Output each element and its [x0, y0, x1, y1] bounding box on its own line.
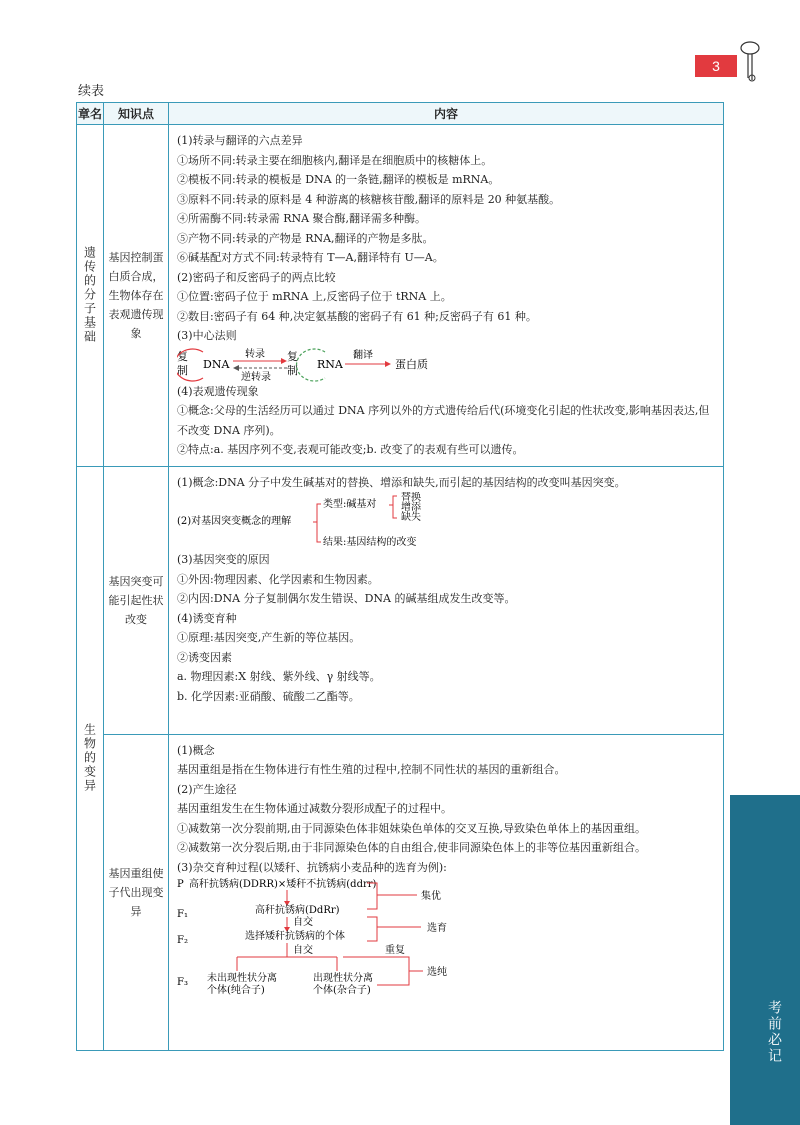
- content-line: ③原料不同:转录的原料是 4 种游离的核糖核苷酸,翻译的原料是 20 种氨基酸。: [177, 192, 561, 206]
- arrow-head: [233, 365, 239, 371]
- bracket: [367, 917, 377, 941]
- mutation-concept-diagram: [177, 492, 477, 550]
- content-line: (4)表观遗传现象: [177, 384, 259, 398]
- side-tab: [730, 795, 800, 1125]
- chapter-cell: [77, 466, 104, 1050]
- table-row: [77, 125, 724, 467]
- protein-node: 蛋白质: [395, 357, 428, 371]
- content-line: 基因重组是指在生物体进行有性生殖的过程中,控制不同性状的基因的重新组合。: [177, 763, 566, 776]
- rna-node: RNA: [317, 357, 343, 371]
- table-header: [77, 103, 724, 125]
- reverse-label: 逆转录: [241, 371, 271, 382]
- dna-node: DNA: [203, 357, 230, 371]
- replication-label: 复: [287, 349, 298, 363]
- purify-label: 选纯: [427, 967, 447, 978]
- header-chapter: 章名: [77, 103, 104, 125]
- content-line: a. 物理因素:X 射线、紫外线、γ 射线等。: [177, 670, 381, 683]
- transcription-label: 转录: [245, 348, 265, 360]
- content-line: (3)中心法则: [177, 329, 237, 342]
- segregating-2: 个体(杂合子): [313, 985, 371, 996]
- replication-label: 复: [177, 349, 188, 363]
- arrow-head: [385, 361, 391, 367]
- clip-icon: [738, 38, 768, 88]
- type-deletion: 缺失: [401, 512, 421, 523]
- content-line: ①场所不同:转录主要在细胞核内,翻译是在细胞质中的核糖体上。: [177, 153, 493, 167]
- replication-label: 制: [287, 363, 298, 377]
- central-dogma-diagram: [177, 346, 497, 382]
- content-line: (3)基因突变的原因: [177, 553, 270, 566]
- content-line: (1)概念:DNA 分子中发生碱基对的替换、增添和缺失,而引起的基因结构的改变叫基因突变。: [177, 475, 626, 489]
- pure-line-1: 未出现性状分离: [207, 973, 277, 984]
- content-line: ②减数第一次分裂后期,由于非同源染色体的自由组合,使非同源染色体上的非等位基因重新组合。: [177, 841, 646, 854]
- segregating-1: 出现性状分离: [313, 973, 373, 984]
- knowledge-point: 基因突变可能引起性状改变: [104, 466, 169, 734]
- content-line: b. 化学因素:亚硝酸、硫酸二乙酯等。: [177, 689, 360, 703]
- breeding-diagram: [177, 877, 497, 1005]
- bracket: [393, 496, 397, 518]
- side-tab-label: 考前必记: [766, 1000, 782, 1064]
- table-caption: 续表: [78, 84, 105, 99]
- parents: 高秆抗锈病(DDRR)×矮秆不抗锈病(ddrr): [189, 879, 377, 890]
- content-cell: [169, 734, 724, 1050]
- chapter-cell: [77, 125, 104, 467]
- content-line: ②模板不同:转录的模板是 DNA 的一条链,翻译的模板是 mRNA。: [177, 173, 500, 186]
- mutation-type: 类型:碱基对: [323, 499, 377, 510]
- mutation-result: 结果:基因结构的改变: [323, 537, 417, 548]
- translation-label: 翻译: [353, 349, 373, 361]
- content-line: ④所需酶不同:转录需 RNA 聚合酶,翻译需多种酶。: [177, 212, 427, 225]
- self-cross-1: 自交: [293, 917, 313, 928]
- combine-label: 集优: [421, 891, 441, 902]
- content-line: ①位置:密码子位于 mRNA 上,反密码子位于 tRNA 上。: [177, 290, 452, 303]
- content-line: ①减数第一次分裂前期,由于同源染色体非姐妹染色单体的交叉互换,导致染色单体上的基因重组。: [177, 821, 646, 835]
- select-label: 选育: [427, 923, 447, 934]
- type-addition: 增添: [401, 502, 421, 513]
- content-line: ②特点:a. 基因序列不变,表观可能改变;b. 改变了的表观有些可以遗传。: [177, 443, 524, 456]
- header-knowledge: 知识点: [104, 103, 169, 125]
- review-table: [76, 102, 724, 1051]
- content-line: ②数目:密码子有 64 种,决定氨基酸的密码子有 61 种;反密码子有 61 种。: [177, 309, 537, 323]
- content-line: (2)产生途径: [177, 782, 237, 796]
- gen-p: P: [177, 879, 184, 890]
- content-line: (3)杂交育种过程(以矮秆、抗锈病小麦品种的选育为例):: [177, 860, 447, 874]
- content-line: ②诱变因素: [177, 650, 232, 664]
- content-line: ⑤产物不同:转录的产物是 RNA,翻译的产物是多肽。: [177, 231, 434, 245]
- bracket: [317, 504, 321, 542]
- content-line: ⑥碱基配对方式不同:转录特有 T—A,翻译特有 U—A。: [177, 251, 444, 264]
- knowledge-point: 基因控制蛋白质合成，生物体存在表观遗传现象: [104, 125, 169, 467]
- content-line: (1)转录与翻译的六点差异: [177, 134, 303, 147]
- table-row: [77, 734, 724, 1050]
- content-line: ①原理:基因突变,产生新的等位基因。: [177, 631, 361, 644]
- content-line: ①概念:父母的生活经历可以通过 DNA 序列以外的方式遗传给后代(环境变化引起的性状改变,影响基因表达,但不改变 DNA 序列)。: [177, 404, 710, 437]
- content-line: 基因重组发生在生物体通过减数分裂形成配子的过程中。: [177, 802, 452, 815]
- type-substitution: 替换: [401, 492, 421, 503]
- mutation-lead: (2)对基因突变概念的理解: [177, 516, 292, 527]
- content-line: (4)诱变育种: [177, 611, 237, 625]
- content-line: ①外因:物理因素、化学因素和生物因素。: [177, 572, 379, 586]
- f1-individual: 高秆抗锈病(DdRr): [255, 905, 340, 916]
- f2-selection: 选择矮秆抗锈病的个体: [245, 931, 345, 942]
- chapter-name: 遗传的分子基础: [82, 246, 97, 345]
- content-line: ②内因:DNA 分子复制偶尔发生错误、DNA 的碱基组成发生改变等。: [177, 592, 516, 605]
- page-number: 3: [695, 55, 737, 77]
- replication-label: 制: [177, 363, 188, 377]
- chapter-name: 生物的变异: [82, 723, 97, 793]
- pure-line-2: 个体(纯合子): [207, 985, 265, 996]
- gen-f2: F₂: [177, 935, 188, 946]
- table-row: [77, 466, 724, 734]
- knowledge-point: 基因重组使子代出现变异: [104, 734, 169, 1050]
- content-line: (1)概念: [177, 743, 215, 757]
- self-cross-2: 自交: [293, 945, 313, 956]
- gen-f3: F₃: [177, 977, 188, 988]
- content-line: (2)密码子和反密码子的两点比较: [177, 270, 336, 284]
- content-cell: [169, 466, 724, 734]
- repeat-label: 重复: [385, 945, 405, 956]
- gen-f1: F₁: [177, 909, 188, 920]
- header-content: 内容: [169, 103, 724, 125]
- content-cell: [169, 125, 724, 467]
